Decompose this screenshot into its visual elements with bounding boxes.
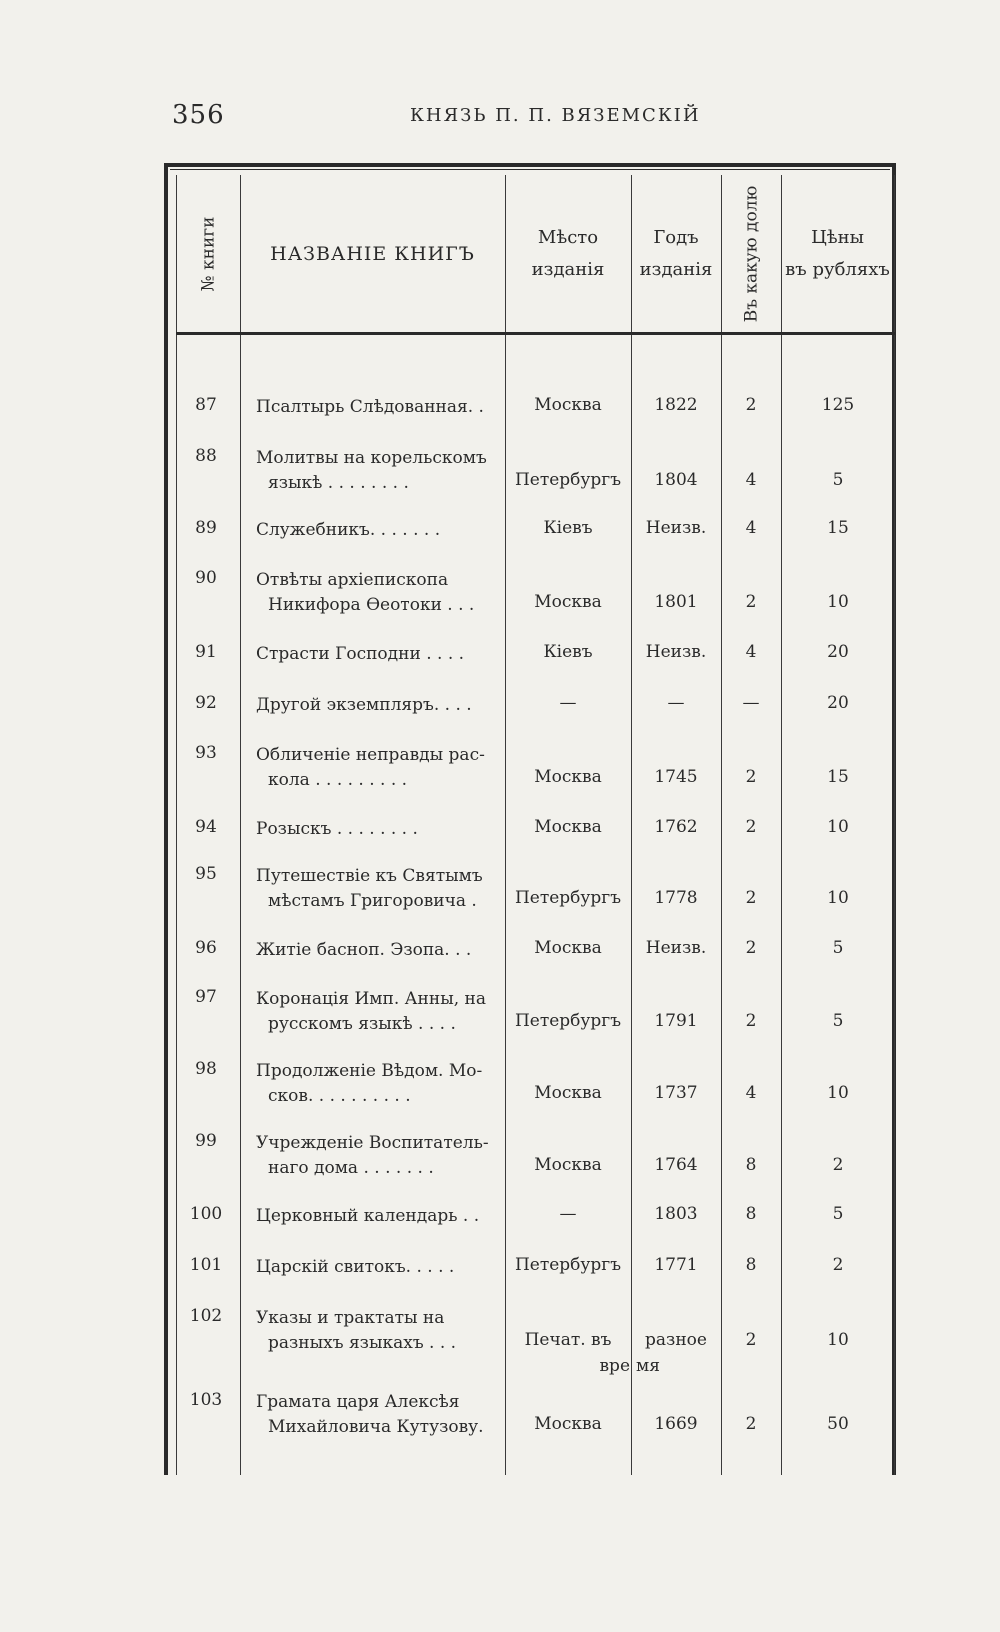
row-place: Москва bbox=[534, 938, 602, 958]
row-price: 50 bbox=[827, 1414, 849, 1434]
row-year: 1764 bbox=[654, 1155, 698, 1175]
row-title: Розыскъ . . . . . . . . bbox=[256, 819, 418, 839]
row-place: Москва bbox=[534, 592, 602, 612]
row-title: Житіе басноп. Эзопа. . . bbox=[256, 940, 472, 960]
row-year: 1803 bbox=[654, 1204, 698, 1224]
row-num: 103 bbox=[189, 1390, 223, 1410]
row-num: 90 bbox=[195, 568, 217, 588]
row-year: 1737 bbox=[654, 1083, 698, 1103]
row-price: 10 bbox=[827, 1083, 849, 1103]
page-number: 356 bbox=[172, 100, 225, 130]
row-format: 2 bbox=[745, 938, 757, 958]
header-num: № книги bbox=[198, 215, 219, 292]
row-place: — bbox=[559, 1204, 577, 1224]
row-num: 97 bbox=[195, 987, 217, 1007]
row-num: 100 bbox=[189, 1204, 223, 1224]
row-num: 87 bbox=[195, 395, 217, 415]
row-title: Путешествіе къ Святымъ мѣстамъ Григоровича . bbox=[256, 866, 483, 911]
row-format: — bbox=[742, 693, 760, 713]
row-num: 99 bbox=[195, 1131, 217, 1151]
header-rule bbox=[176, 332, 896, 335]
row-place: Петербургъ bbox=[514, 470, 622, 490]
row-year: 1669 bbox=[654, 1414, 698, 1434]
row-price: 20 bbox=[827, 693, 849, 713]
row-title: Другой экземпляръ. . . . bbox=[256, 695, 472, 715]
row-year: 1771 bbox=[654, 1255, 698, 1275]
row-title: Церковный календарь . . bbox=[256, 1206, 480, 1226]
header-place: Мѣсто изданія bbox=[531, 226, 605, 280]
row-title: Царскій свитокъ. . . . . bbox=[256, 1257, 455, 1277]
row-price: 10 bbox=[827, 1330, 849, 1350]
row-price: 10 bbox=[827, 817, 849, 837]
row-year: разное bbox=[645, 1330, 707, 1350]
row-format: 2 bbox=[745, 888, 757, 908]
row-place: Петербургъ bbox=[514, 888, 622, 908]
row-num: 98 bbox=[195, 1059, 217, 1079]
row-price: 5 bbox=[832, 1204, 844, 1224]
row-year: Неизв. bbox=[645, 518, 707, 538]
row-price: 10 bbox=[827, 592, 849, 612]
row-year: Неизв. bbox=[645, 938, 707, 958]
row-price: 20 bbox=[827, 642, 849, 662]
row-year: 1801 bbox=[654, 592, 698, 612]
row-format: 2 bbox=[745, 592, 757, 612]
row-place: Печат. въ bbox=[524, 1330, 612, 1350]
row-place-continued: вре bbox=[599, 1356, 630, 1376]
row-num: 102 bbox=[189, 1306, 223, 1326]
row-title: Указы и трактаты на разныхъ языкахъ . . . bbox=[256, 1308, 457, 1353]
row-format: 2 bbox=[745, 1330, 757, 1350]
header-format: Въ какую долю bbox=[741, 185, 762, 322]
row-place: Москва bbox=[534, 1083, 602, 1103]
row-title: Служебникъ. . . . . . . bbox=[256, 520, 441, 540]
row-title: Страсти Господни . . . . bbox=[256, 644, 465, 664]
row-year: 1822 bbox=[654, 395, 698, 415]
row-format: 2 bbox=[745, 395, 757, 415]
running-head: КНЯЗЬ П. П. ВЯЗЕМСКІЙ bbox=[410, 105, 701, 126]
row-num: 91 bbox=[195, 642, 217, 662]
row-title: Грамата царя Алексѣя Михайловича Кутузову. bbox=[256, 1392, 484, 1437]
row-num: 101 bbox=[189, 1255, 223, 1275]
header-price: Цѣны въ рубляхъ bbox=[785, 226, 890, 280]
row-price: 15 bbox=[827, 767, 849, 787]
row-format: 2 bbox=[745, 1414, 757, 1434]
row-price: 10 bbox=[827, 888, 849, 908]
row-place: Кіевъ bbox=[543, 518, 593, 538]
row-price: 5 bbox=[832, 938, 844, 958]
row-title: Псалтырь Слѣдованная. . bbox=[256, 397, 484, 417]
row-format: 2 bbox=[745, 767, 757, 787]
row-num: 89 bbox=[195, 518, 217, 538]
row-price: 125 bbox=[821, 395, 855, 415]
row-year: 1804 bbox=[654, 470, 698, 490]
header-year: Годъ изданія bbox=[639, 226, 713, 280]
row-format: 8 bbox=[745, 1204, 757, 1224]
row-year: 1791 bbox=[654, 1011, 698, 1031]
row-place: — bbox=[559, 693, 577, 713]
row-num: 93 bbox=[195, 743, 217, 763]
row-title: Учрежденіе Воспитатель- наго дома . . . . . . . bbox=[256, 1133, 489, 1178]
row-place: Петербургъ bbox=[514, 1255, 622, 1275]
row-place: Москва bbox=[534, 1155, 602, 1175]
header-title: НАЗВАНІЕ КНИГЪ bbox=[270, 242, 475, 265]
row-price: 2 bbox=[832, 1155, 844, 1175]
row-year: Неизв. bbox=[645, 642, 707, 662]
row-title: Молитвы на корельскомъ языкѣ . . . . . . . . bbox=[256, 448, 487, 493]
row-year-continued: мя bbox=[636, 1356, 660, 1376]
row-place: Петербургъ bbox=[514, 1011, 622, 1031]
row-format: 8 bbox=[745, 1155, 757, 1175]
row-format: 4 bbox=[745, 518, 757, 538]
row-format: 2 bbox=[745, 1011, 757, 1031]
row-year: 1778 bbox=[654, 888, 698, 908]
column-divider bbox=[240, 175, 241, 1475]
row-title: Обличеніе неправды рас- кола . . . . . . . . . bbox=[256, 745, 485, 790]
row-price: 5 bbox=[832, 1011, 844, 1031]
row-year: — bbox=[667, 693, 685, 713]
row-price: 5 bbox=[832, 470, 844, 490]
row-place: Москва bbox=[534, 817, 602, 837]
row-num: 88 bbox=[195, 446, 217, 466]
row-num: 95 bbox=[195, 864, 217, 884]
row-year: 1745 bbox=[654, 767, 698, 787]
row-place: Кіевъ bbox=[543, 642, 593, 662]
row-format: 4 bbox=[745, 470, 757, 490]
row-price: 2 bbox=[832, 1255, 844, 1275]
row-place: Москва bbox=[534, 767, 602, 787]
row-title: Коронація Имп. Анны, на русскомъ языкѣ . . . . bbox=[256, 989, 486, 1034]
row-place: Москва bbox=[534, 395, 602, 415]
row-format: 2 bbox=[745, 817, 757, 837]
row-num: 92 bbox=[195, 693, 217, 713]
row-num: 94 bbox=[195, 817, 217, 837]
column-divider bbox=[894, 175, 895, 1475]
row-format: 8 bbox=[745, 1255, 757, 1275]
row-format: 4 bbox=[745, 1083, 757, 1103]
row-year: 1762 bbox=[654, 817, 698, 837]
row-num: 96 bbox=[195, 938, 217, 958]
row-title: Продолженіе Вѣдом. Мо- сков. . . . . . . . . . bbox=[256, 1061, 483, 1106]
row-format: 4 bbox=[745, 642, 757, 662]
row-price: 15 bbox=[827, 518, 849, 538]
row-place: Москва bbox=[534, 1414, 602, 1434]
row-title: Отвѣты архіепископа Никифора Ѳеотоки . . . bbox=[256, 570, 475, 615]
